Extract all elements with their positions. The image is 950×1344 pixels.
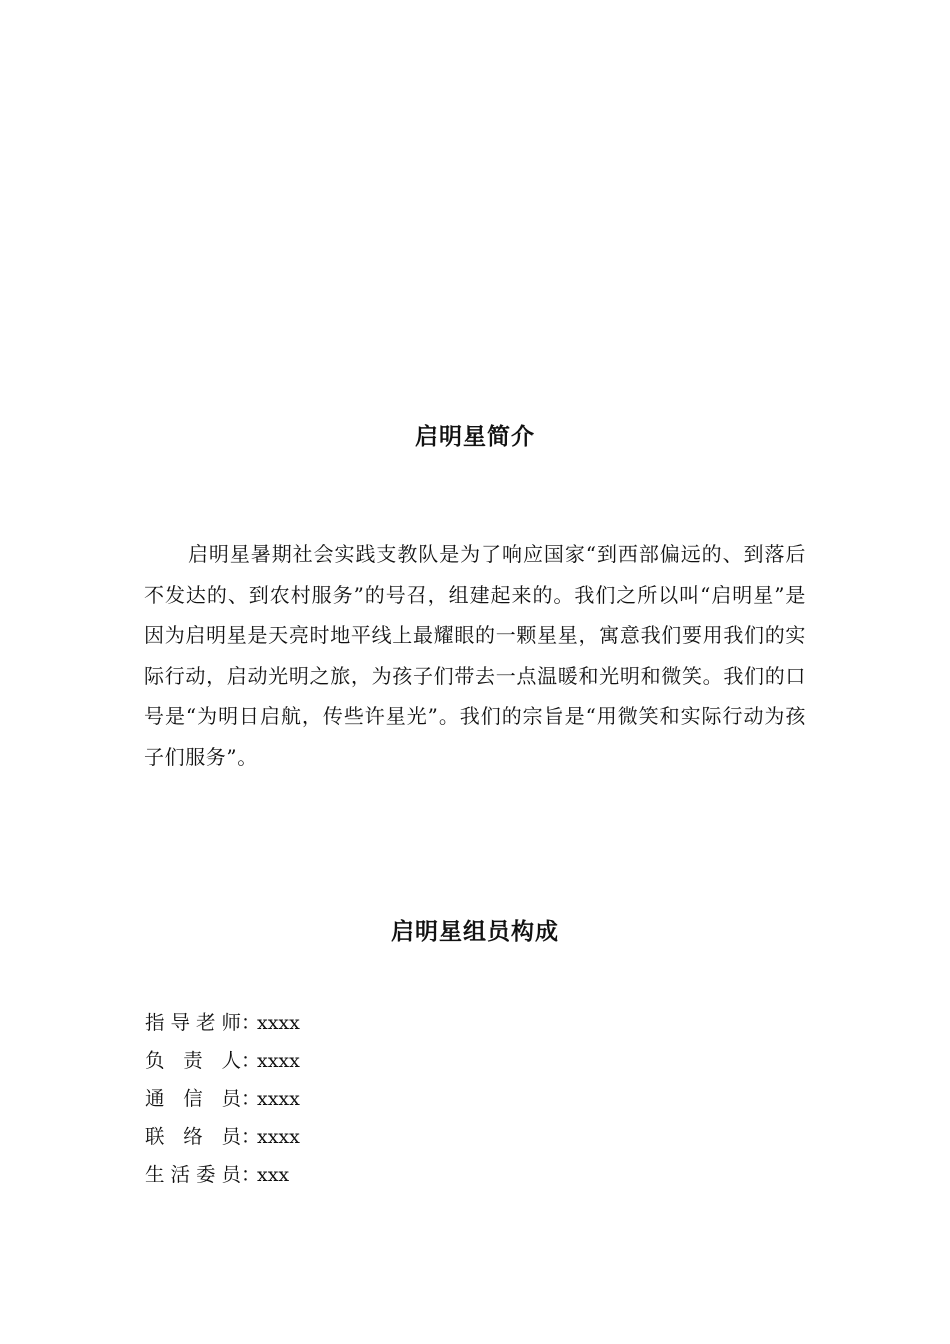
member-separator: ： <box>241 1087 261 1110</box>
member-name: xxxx <box>257 1050 300 1072</box>
member-name: xxxx <box>257 1126 300 1148</box>
member-role: 生活委员 <box>145 1163 241 1186</box>
member-name: xxx <box>257 1164 290 1186</box>
member-role: 指导老师 <box>145 1011 241 1034</box>
member-list <box>145 1004 300 1194</box>
member-role: 联络员 <box>145 1125 241 1148</box>
member-name: xxxx <box>257 1088 300 1110</box>
intro-paragraph: 启明星暑期社会实践支教队是为了响应国家“到西部偏远的、到落后不发达的、到农村服务”的号召，组建起来的。我们之所以叫“启明星”是因为启明星是天亮时地平线上最耀眼的一颗星星，寓意我们要用我们的实际行动，启动光明之旅，为孩子们带去一点温暖和光明和微笑。我们的口号是“为明日启航，传些许星光”。我们的宗旨是“用微笑和实际行动为孩子们服务”。 <box>144 542 806 769</box>
member-row-leader <box>145 1042 300 1080</box>
member-row-advisor <box>145 1004 300 1042</box>
member-separator: ： <box>241 1049 261 1072</box>
member-role: 通信员 <box>145 1087 241 1110</box>
members-title: 启明星组员构成 <box>391 918 559 945</box>
member-role: 负责人 <box>145 1049 241 1072</box>
member-row-life-committee <box>145 1156 300 1194</box>
member-row-liaison <box>145 1118 300 1156</box>
member-separator: ： <box>241 1011 261 1034</box>
member-separator: ： <box>241 1163 261 1186</box>
member-name: xxxx <box>257 1012 300 1034</box>
member-row-correspondent <box>145 1080 300 1118</box>
intro-title: 启明星简介 <box>415 423 535 450</box>
member-separator: ： <box>241 1125 261 1148</box>
